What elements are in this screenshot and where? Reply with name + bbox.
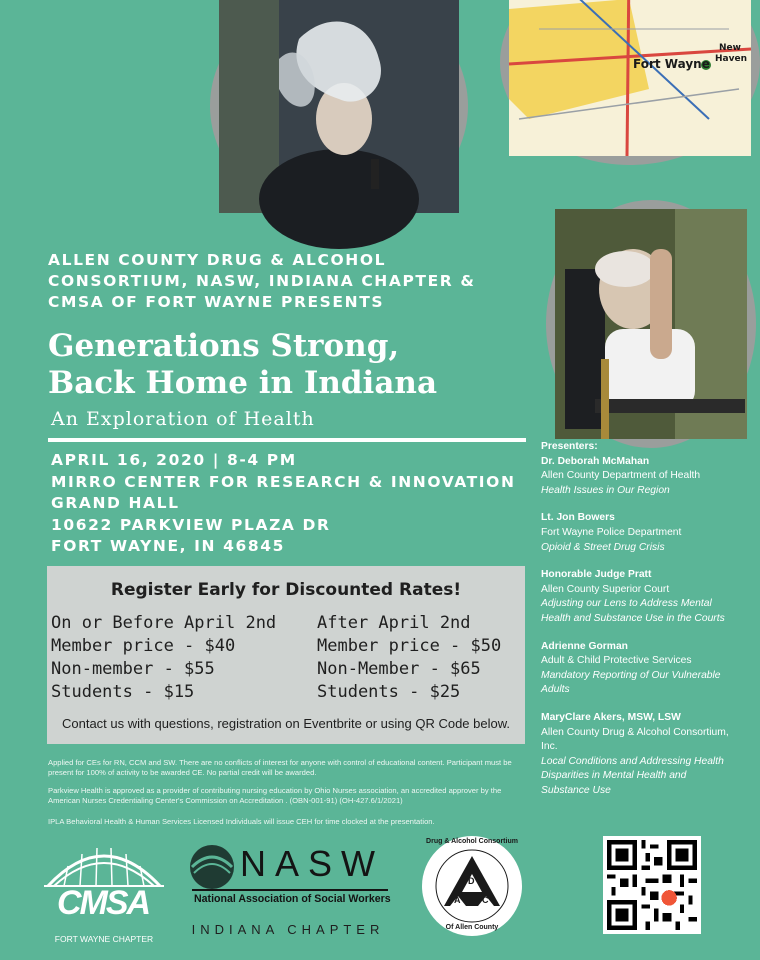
presenter-topic: Mandatory Reporting of Our Vulnerable Adults [541, 669, 721, 696]
qr-code-icon [607, 840, 697, 930]
event-details [51, 450, 531, 558]
nasw-emblem-icon [188, 843, 236, 891]
presenter-item [541, 711, 731, 799]
smoke-illustration [219, 0, 459, 213]
pricing-late-students: Students - $25 [317, 682, 461, 702]
map-new-haven-label-2: Haven [715, 54, 747, 64]
consortium-bottom-text: Of Allen County [445, 924, 499, 931]
presenter-item [541, 568, 731, 626]
fort-wayne-map-photo [500, 0, 760, 165]
presenter-name: MaryClare Akers, MSW, LSW [541, 711, 681, 723]
elder-illustration [555, 209, 747, 439]
presenter-item [541, 511, 731, 555]
cmsa-logo-wordmark: CMSA [56, 884, 150, 922]
presenter-topic: Opioid & Street Drug Crisis [541, 541, 665, 553]
map-illustration [509, 0, 751, 156]
pricing-late-heading: After April 2nd [317, 613, 471, 633]
nasw-wordmark: NASW [240, 843, 384, 884]
map-city-label: Fort Wayne [633, 57, 710, 71]
divider-rule [48, 438, 526, 442]
presenter-topic: Health Issues in Our Region [541, 484, 670, 496]
presenter-name: Dr. Deborah McMahan [541, 455, 650, 467]
ce-disclaimer: Applied for CEs for RN, CCM and SW. There are no conflicts of interest for anyone with control of educational content. Participant must be present for 100% of activity to be awarded CE. No partial credit will be awarded. [48, 758, 512, 777]
pricing-early-heading: On or Before April 2nd [51, 613, 277, 633]
pricing-late-member: Member price - $50 [317, 636, 502, 656]
nasw-chapter-label: INDIANA CHAPTER [191, 922, 385, 937]
consortium-logo [420, 834, 524, 938]
presenter-topic: Local Conditions and Addressing Health Disparities in Mental Health and Substance Use [541, 755, 724, 796]
presenter-item [541, 640, 731, 698]
pricing-early-column [51, 612, 276, 704]
pricing-early-nonmember: Non-member - $55 [51, 659, 215, 679]
presenter-topic: Adjusting our Lens to Address Mental Health and Substance Use in the Courts [541, 598, 725, 624]
event-subtitle: An Exploration of Health [51, 408, 315, 430]
event-address-line-2: FORT WAYNE, IN 46845 [51, 537, 286, 555]
nasw-full-name: National Association of Social Workers [194, 893, 391, 905]
nasw-logo [188, 843, 398, 943]
presenter-name: Adrienne Gorman [541, 640, 628, 652]
consortium-top-text: Drug & Alcohol Consortium [426, 838, 518, 845]
elderly-man-photo [546, 200, 756, 448]
consortium-letter-a: A [454, 895, 461, 905]
event-title [48, 328, 548, 402]
presenters-heading: Presenters: [541, 441, 598, 452]
event-venue-line-2: GRAND HALL [51, 494, 180, 512]
pricing-contact-note: Contact us with questions, registration on Eventbrite or using QR Code below. [61, 716, 511, 731]
pricing-late-nonmember: Non-Member - $65 [317, 659, 481, 679]
pricing-early-students: Students - $15 [51, 682, 195, 702]
consortium-letter-d: D [468, 876, 475, 886]
consortium-letter-c: C [482, 895, 489, 905]
presenting-organizations-heading: ALLEN COUNTY DRUG & ALCOHOL CONSORTIUM, NASW, INDIANA CHAPTER & CMSA OF FORT WAYNE PRESENTS [48, 251, 476, 311]
presenter-org: Allen County Superior Court [541, 583, 670, 595]
pricing-box [47, 566, 525, 744]
presenter-name: Honorable Judge Pratt [541, 569, 652, 581]
ipla-note: IPLA Behavioral Health & Human Services Licensed Individuals will issue CEH for time clocked at the presentation. [48, 817, 435, 826]
event-title-line-2: Back Home in Indiana [48, 365, 438, 401]
presenter-org: Allen County Drug & Alcohol Consortium, Inc. [541, 726, 729, 753]
cmsa-chapter-label: FORT WAYNE CHAPTER [54, 934, 154, 944]
pricing-title: Register Early for Discounted Rates! [110, 580, 462, 600]
event-title-line-1: Generations Strong, [48, 328, 400, 364]
registration-qr-code[interactable] [603, 836, 701, 934]
map-new-haven-label-1: New [719, 43, 741, 53]
event-venue-line-1: MIRRO CENTER FOR RESEARCH & INNOVATION [51, 472, 516, 491]
presenter-org: Fort Wayne Police Department [541, 526, 682, 538]
presenter-org: Adult & Child Protective Services [541, 655, 692, 667]
event-address-line-1: 10622 PARKVIEW PLAZA DR [51, 515, 331, 534]
pricing-late-column [317, 612, 501, 704]
presenters-list [541, 440, 731, 811]
event-date-time: APRIL 16, 2020 | 8-4 PM [51, 451, 297, 469]
smoking-person-photo [210, 0, 468, 222]
accreditation-note: Parkview Health is approved as a provider of contributing nursing education by Ohio Nurses association, an accredited approver by the American Nurses Credentialing Center's Commission on Accreditation . (OBN-001-91) (OH-427.6/1/2021) [48, 786, 502, 805]
consortium-seal-icon [420, 834, 524, 938]
presenter-name: Lt. Jon Bowers [541, 512, 615, 524]
presenter-org: Allen County Department of Health [541, 470, 701, 482]
presenter-item [541, 455, 731, 499]
nasw-rule [192, 889, 388, 891]
cmsa-logo [44, 836, 164, 946]
pricing-early-member: Member price - $40 [51, 636, 236, 656]
